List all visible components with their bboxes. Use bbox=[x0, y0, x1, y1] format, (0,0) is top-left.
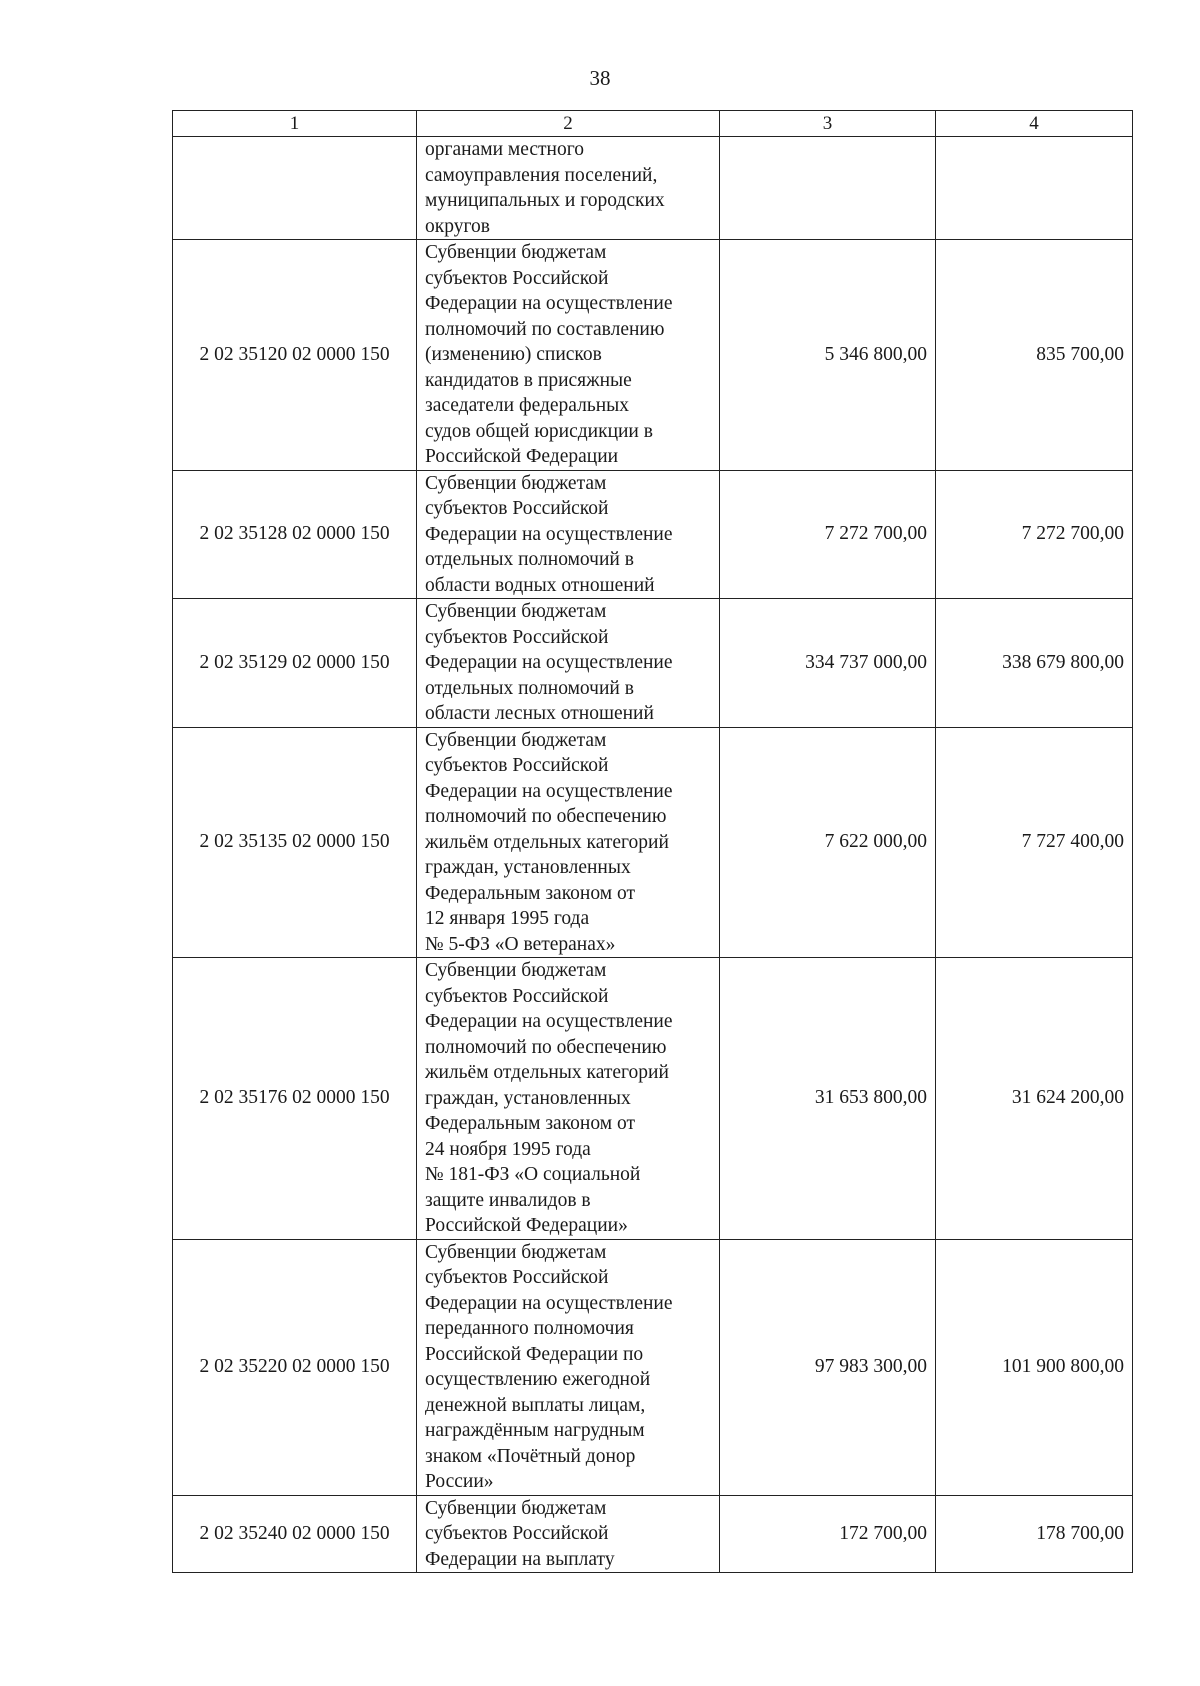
budget-table bbox=[172, 110, 1133, 1573]
budget-code-cell: 2 02 35240 02 0000 150 bbox=[173, 1495, 417, 1573]
column-header-3: 3 bbox=[720, 111, 936, 137]
table-row bbox=[173, 137, 1133, 240]
revenue-name-line: № 181-ФЗ «О социальной bbox=[425, 1164, 641, 1185]
revenue-name-line: субъектов Российской bbox=[425, 267, 609, 289]
amount-column-4-cell bbox=[936, 137, 1133, 240]
revenue-name-line: заседатели федеральных bbox=[425, 395, 630, 416]
amount-column-3-cell: 7 272 700,00 bbox=[720, 470, 936, 599]
amount-column-3-cell: 334 737 000,00 bbox=[720, 599, 936, 728]
revenue-name-line: Федерации на осуществление bbox=[425, 293, 673, 314]
budget-code-cell: 2 02 35220 02 0000 150 bbox=[173, 1239, 417, 1495]
revenue-name-line: судов общей юрисдикции в bbox=[425, 420, 653, 442]
revenue-name-line: граждан, установленных bbox=[425, 857, 631, 878]
revenue-name-line: денежной выплаты лицам, bbox=[425, 1394, 646, 1416]
revenue-name-line: отдельных полномочий в bbox=[425, 549, 634, 570]
revenue-name-line: области водных отношений bbox=[425, 574, 655, 596]
revenue-name-line: награждённым нагрудным bbox=[425, 1420, 645, 1441]
revenue-name-line: Федерации на осуществление bbox=[425, 1011, 673, 1032]
revenue-name-line: Субвенции бюджетам bbox=[425, 242, 607, 263]
revenue-name-line: переданного полномочия bbox=[425, 1318, 634, 1339]
revenue-name-line: субъектов Российской bbox=[425, 498, 609, 519]
revenue-name-line: граждан, установленных bbox=[425, 1087, 631, 1109]
revenue-name-line: Субвенции бюджетам bbox=[425, 960, 607, 981]
amount-column-3-cell: 172 700,00 bbox=[720, 1495, 936, 1573]
amount-column-3-cell: 7 622 000,00 bbox=[720, 727, 936, 958]
revenue-name-cell bbox=[417, 958, 720, 1240]
budget-code-cell: 2 02 35129 02 0000 150 bbox=[173, 599, 417, 728]
revenue-name-line: осуществлению ежегодной bbox=[425, 1369, 651, 1390]
revenue-name-line: России» bbox=[425, 1471, 494, 1492]
revenue-name-line: Российской Федерации bbox=[425, 446, 619, 467]
budget-code-cell bbox=[173, 137, 417, 240]
revenue-name-cell bbox=[417, 470, 720, 599]
revenue-name-line: жильём отдельных категорий bbox=[425, 1062, 669, 1083]
revenue-name-line: Российской Федерации» bbox=[425, 1215, 628, 1236]
table-body bbox=[173, 137, 1133, 1573]
amount-column-4-cell: 338 679 800,00 bbox=[936, 599, 1133, 728]
revenue-name-line: Субвенции бюджетам bbox=[425, 601, 607, 622]
revenue-name-line: Федерации на выплату bbox=[425, 1548, 615, 1570]
revenue-name-line: кандидатов в присяжные bbox=[425, 369, 632, 391]
amount-column-4-cell: 7 272 700,00 bbox=[936, 470, 1133, 599]
amount-column-4-cell: 7 727 400,00 bbox=[936, 727, 1133, 958]
revenue-name-line: Субвенции бюджетам bbox=[425, 472, 607, 494]
revenue-name-line: жильём отдельных категорий bbox=[425, 831, 669, 853]
amount-column-3-cell: 5 346 800,00 bbox=[720, 240, 936, 471]
revenue-name-line: Федеральным законом от bbox=[425, 882, 635, 904]
amount-column-3-cell: 31 653 800,00 bbox=[720, 958, 936, 1240]
revenue-name-line: Федеральным законом от bbox=[425, 1113, 635, 1134]
column-header-4: 4 bbox=[936, 111, 1133, 137]
revenue-name-line: 12 января 1995 года bbox=[425, 908, 590, 929]
table-row bbox=[173, 599, 1133, 728]
revenue-name-line: полномочий по обеспечению bbox=[425, 1036, 667, 1058]
column-header-1: 1 bbox=[173, 111, 417, 137]
revenue-name-line: Российской Федерации по bbox=[425, 1343, 644, 1365]
revenue-name-line: защите инвалидов в bbox=[425, 1189, 591, 1211]
revenue-name-cell bbox=[417, 240, 720, 471]
revenue-name-line: субъектов Российской bbox=[425, 755, 609, 776]
revenue-name-cell bbox=[417, 727, 720, 958]
revenue-name-line: Федерации на осуществление bbox=[425, 780, 673, 802]
amount-column-3-cell: 97 983 300,00 bbox=[720, 1239, 936, 1495]
revenue-name-line: 24 ноября 1995 года bbox=[425, 1138, 591, 1160]
budget-code-cell: 2 02 35135 02 0000 150 bbox=[173, 727, 417, 958]
budget-code-cell: 2 02 35128 02 0000 150 bbox=[173, 470, 417, 599]
page-number: 38 bbox=[589, 66, 611, 90]
revenue-name-line: полномочий по обеспечению bbox=[425, 806, 667, 827]
amount-column-4-cell: 31 624 200,00 bbox=[936, 958, 1133, 1240]
table-row bbox=[173, 240, 1133, 471]
revenue-name-line: субъектов Российской bbox=[425, 1267, 609, 1288]
revenue-name-line: знаком «Почётный донор bbox=[425, 1445, 636, 1467]
budget-code-cell: 2 02 35176 02 0000 150 bbox=[173, 958, 417, 1240]
revenue-name-cell bbox=[417, 137, 720, 240]
table-row bbox=[173, 470, 1133, 599]
amount-column-3-cell bbox=[720, 137, 936, 240]
revenue-name-cell bbox=[417, 1239, 720, 1495]
table-row bbox=[173, 1495, 1133, 1573]
table-row bbox=[173, 958, 1133, 1240]
revenue-name-cell bbox=[417, 599, 720, 728]
revenue-name-line: Субвенции бюджетам bbox=[425, 1497, 607, 1519]
revenue-name-line: муниципальных и городских bbox=[425, 190, 665, 211]
table-row bbox=[173, 1239, 1133, 1495]
revenue-name-cell bbox=[417, 1495, 720, 1573]
column-header-2: 2 bbox=[417, 111, 720, 137]
amount-column-4-cell: 178 700,00 bbox=[936, 1495, 1133, 1573]
revenue-name-line: Федерации на осуществление bbox=[425, 1292, 673, 1314]
table-row bbox=[173, 727, 1133, 958]
revenue-name-line: (изменению) списков bbox=[425, 344, 602, 365]
revenue-name-line: № 5-ФЗ «О ветеранах» bbox=[425, 933, 616, 955]
amount-column-4-cell: 101 900 800,00 bbox=[936, 1239, 1133, 1495]
revenue-name-line: органами местного bbox=[425, 139, 584, 160]
revenue-name-line: полномочий по составлению bbox=[425, 318, 665, 340]
revenue-name-line: самоуправления поселений, bbox=[425, 164, 658, 186]
revenue-name-line: Субвенции бюджетам bbox=[425, 1241, 607, 1263]
amount-column-4-cell: 835 700,00 bbox=[936, 240, 1133, 471]
revenue-name-line: субъектов Российской bbox=[425, 1523, 609, 1544]
revenue-name-line: округов bbox=[425, 215, 490, 237]
revenue-name-line: Федерации на осуществление bbox=[425, 523, 673, 545]
revenue-name-line: Субвенции бюджетам bbox=[425, 729, 607, 751]
budget-code-cell: 2 02 35120 02 0000 150 bbox=[173, 240, 417, 471]
revenue-name-line: отдельных полномочий в bbox=[425, 677, 634, 699]
revenue-name-line: Федерации на осуществление bbox=[425, 652, 673, 673]
revenue-name-line: субъектов Российской bbox=[425, 985, 609, 1007]
revenue-name-line: области лесных отношений bbox=[425, 703, 654, 724]
revenue-name-line: субъектов Российской bbox=[425, 626, 609, 648]
table-header-row bbox=[173, 111, 1133, 137]
